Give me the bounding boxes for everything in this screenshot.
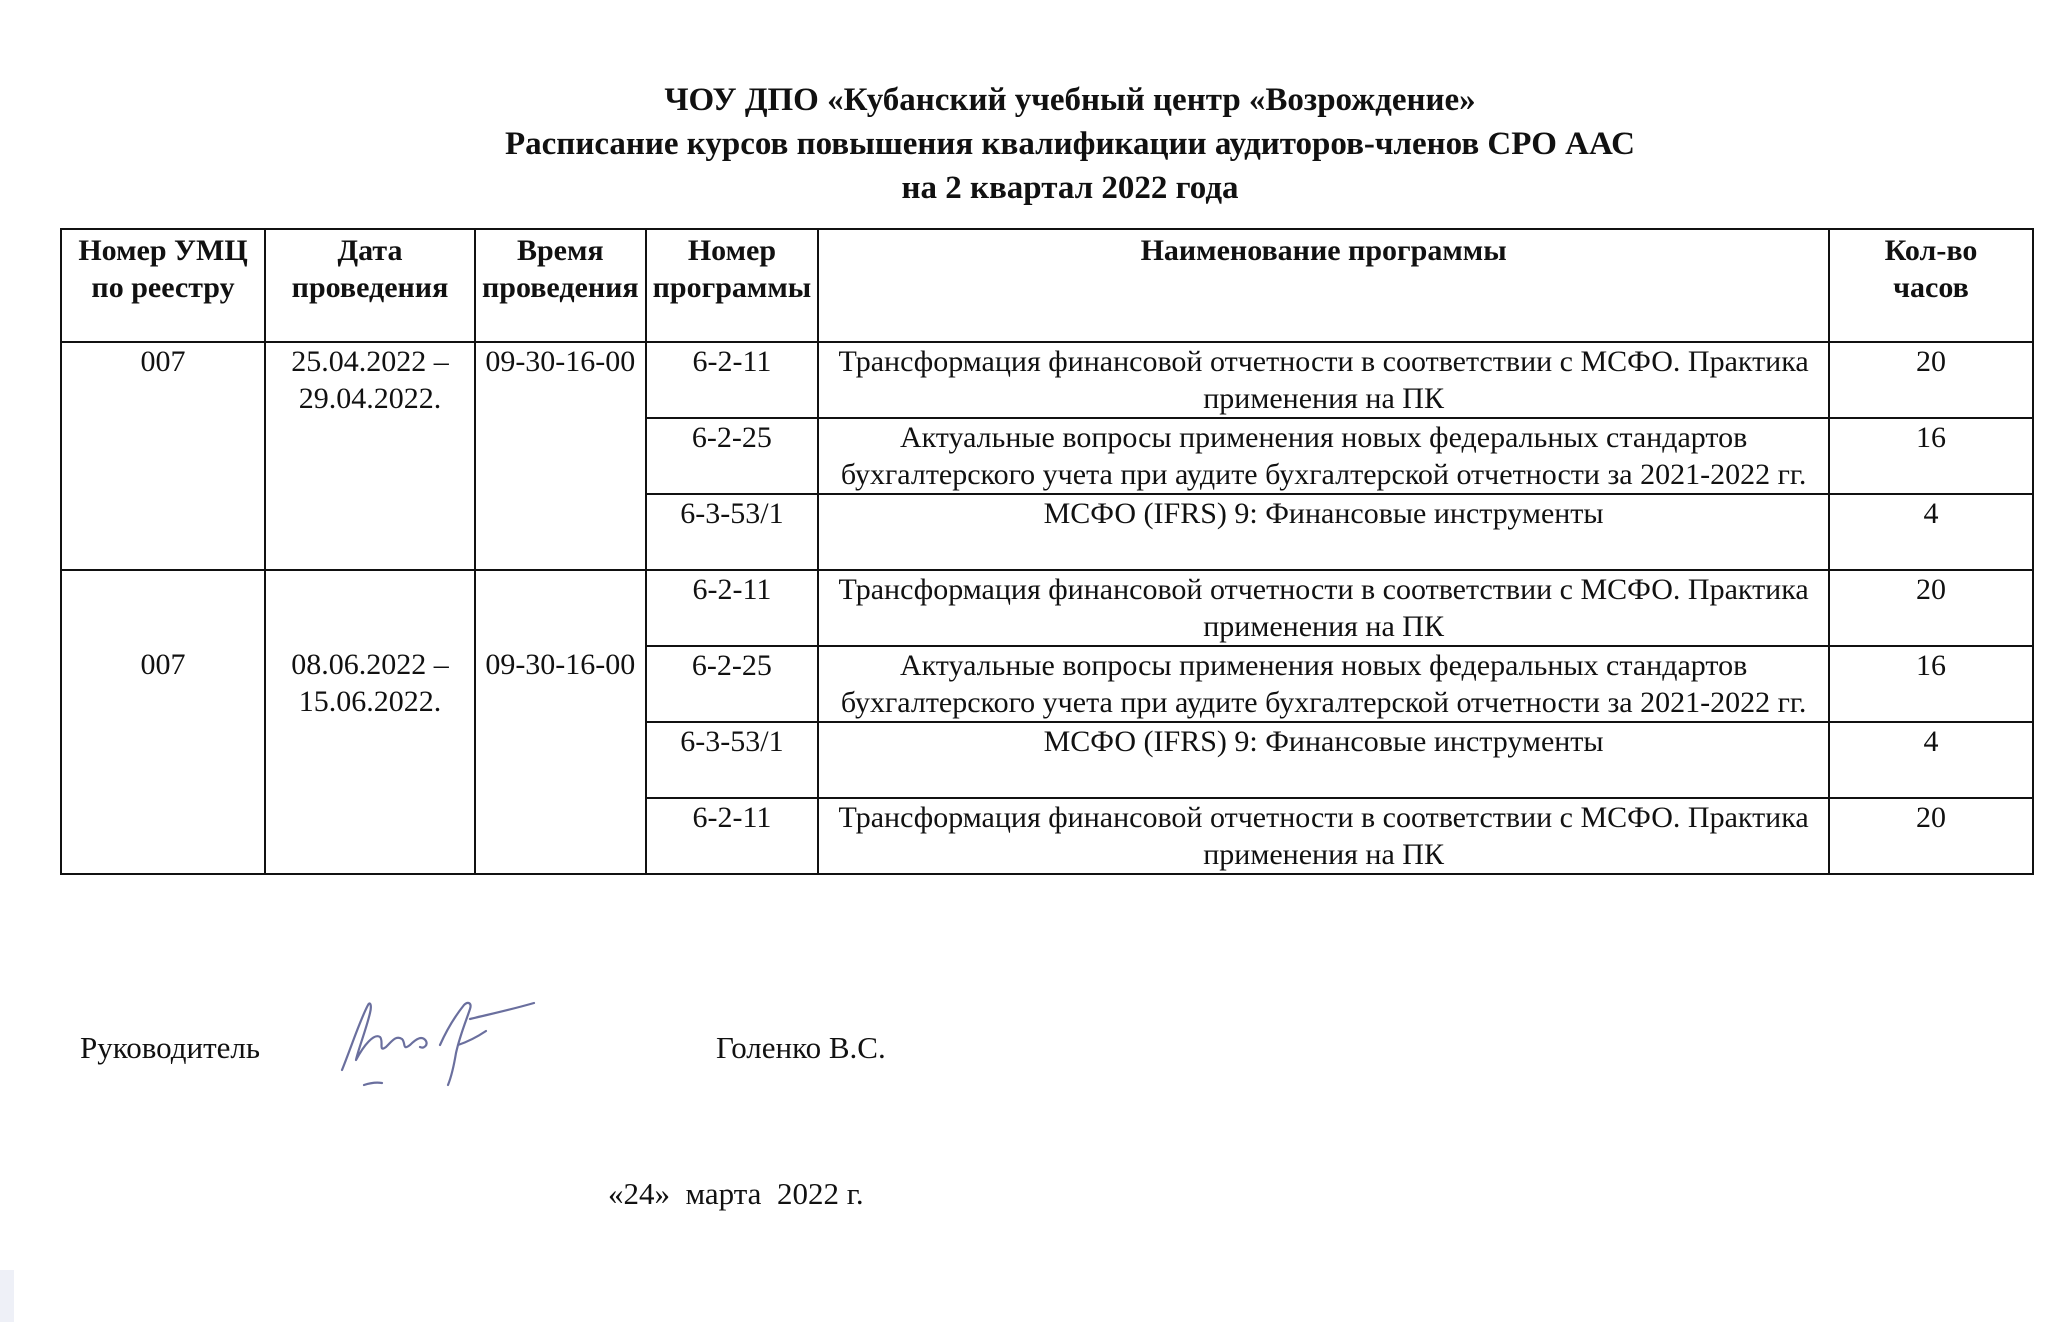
hours-cell: 4 — [1829, 494, 2033, 570]
program-name-cell: МСФО (IFRS) 9: Финансовые инструменты — [818, 494, 1829, 570]
program-name-header-text: Наименование программы — [1140, 234, 1507, 267]
scan-edge-mark — [0, 1270, 14, 1322]
program-name-cell: Актуальные вопросы применения новых федеральных стандартов бухгалтерского учета при аудите бухгалтерской отчетности за 2021-2022 гг. — [818, 646, 1829, 722]
hours-cell: 4 — [1829, 722, 2033, 798]
date-cell: 08.06.2022 – 15.06.2022. — [265, 570, 475, 874]
program-no-cell: 6-2-11 — [646, 342, 819, 418]
schedule-title: Расписание курсов повышения квалификации аудиторов-членов СРО ААС — [505, 126, 1635, 162]
org-title: ЧОУ ДПО «Кубанский учебный центр «Возрождение» — [664, 82, 1476, 118]
col-header-date: Дата проведения — [265, 229, 475, 342]
program-no-cell: 6-3-53/1 — [646, 722, 819, 798]
document-date: «24» марта 2022 г. — [608, 1176, 864, 1211]
col-header-program-name — [818, 229, 1829, 342]
program-no-cell: 6-3-53/1 — [646, 494, 819, 570]
program-no-cell: 6-2-25 — [646, 646, 819, 722]
date-cell: 25.04.2022 – 29.04.2022. — [265, 342, 475, 570]
signer-role: Руководитель — [80, 1030, 261, 1065]
col-header-program-no: Номер программы — [646, 229, 819, 342]
program-name-cell: Трансформация финансовой отчетности в соответствии с МСФО. Практика применения на ПК — [818, 342, 1829, 418]
signature-image — [330, 975, 570, 1095]
program-name-cell: Актуальные вопросы применения новых федеральных стандартов бухгалтерского учета при аудите бухгалтерской отчетности за 2021-2022 гг. — [818, 418, 1829, 494]
program-no-cell: 6-2-25 — [646, 418, 819, 494]
umc-cell: 007 — [61, 570, 265, 874]
period-title: на 2 квартал 2022 года — [901, 170, 1239, 206]
hours-cell: 20 — [1829, 342, 2033, 418]
hours-cell: 20 — [1829, 798, 2033, 874]
program-no-cell: 6-2-11 — [646, 798, 819, 874]
program-name-cell: Трансформация финансовой отчетности в соответствии с МСФО. Практика применения на ПК — [818, 570, 1829, 646]
program-name-cell: Трансформация финансовой отчетности в соответствии с МСФО. Практика применения на ПК — [818, 798, 1829, 874]
schedule-table — [60, 228, 2034, 875]
time-cell: 09-30-16-00 — [475, 342, 646, 570]
hours-cell: 16 — [1829, 418, 2033, 494]
table-header-row — [61, 229, 2033, 342]
time-cell: 09-30-16-00 — [475, 570, 646, 874]
col-header-umc: Номер УМЦ по реестру — [61, 229, 265, 342]
program-no-cell: 6-2-11 — [646, 570, 819, 646]
document-header — [0, 78, 2066, 210]
hours-cell: 20 — [1829, 570, 2033, 646]
table-row — [61, 342, 2033, 418]
col-header-hours: Кол-во часов — [1829, 229, 2033, 342]
umc-cell: 007 — [61, 342, 265, 570]
program-name-cell: МСФО (IFRS) 9: Финансовые инструменты — [818, 722, 1829, 798]
signer-name: Голенко В.С. — [716, 1030, 886, 1065]
col-header-time: Время проведения — [475, 229, 646, 342]
hours-cell: 16 — [1829, 646, 2033, 722]
table-row — [61, 570, 2033, 646]
